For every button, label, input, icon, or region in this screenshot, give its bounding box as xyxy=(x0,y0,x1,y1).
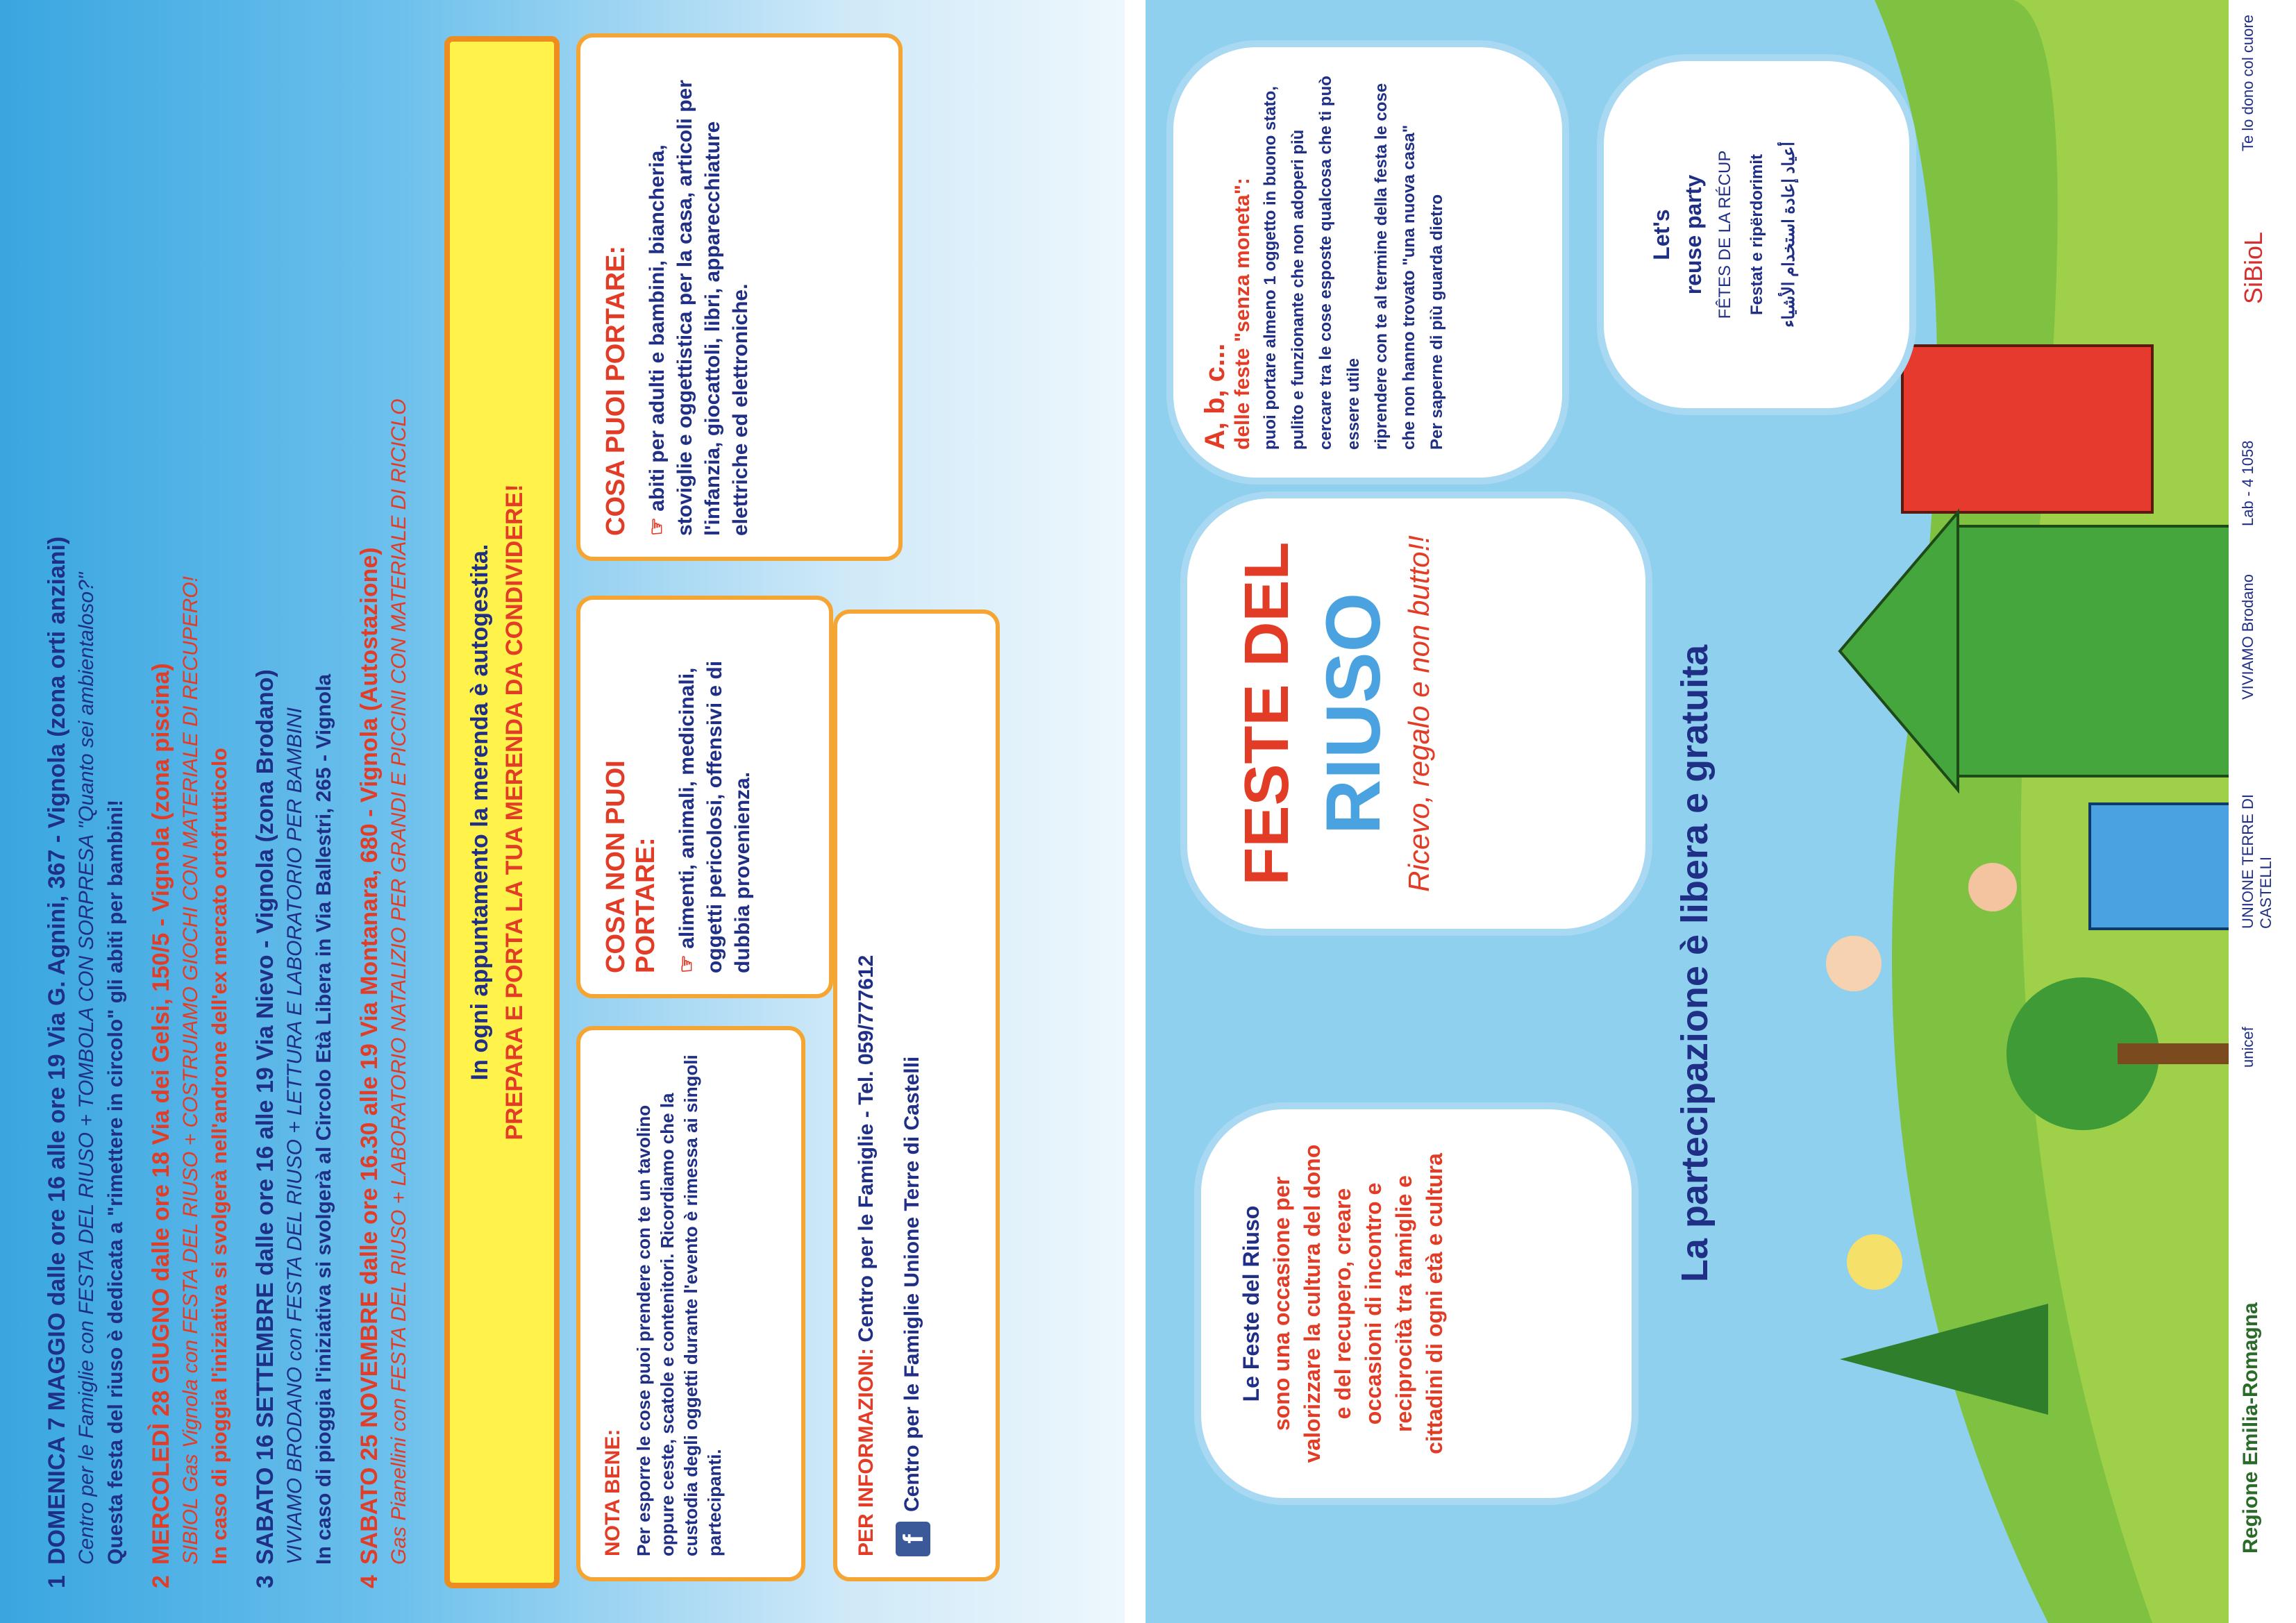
red-building xyxy=(1902,346,2152,512)
reuse-line5: أعياد إعادة استخدام الأشياء xyxy=(1779,142,1798,328)
event-detail: Gas Pianellini con FESTA DEL RIUSO + LABORATORIO NATALIZIO PER GRANDI E PICCINI CON MATERIALE DI RICICLO xyxy=(387,398,410,1565)
event-note: Questa festa del riuso è dedicata a "rimettere in circolo" gli abiti per bambini! xyxy=(104,799,127,1565)
abc-bullet-2: cercare tra le cose esposte qualcosa che ti può essere utile xyxy=(1316,76,1363,450)
event-item-4 xyxy=(354,33,414,1588)
main-title: FESTE DEL xyxy=(1232,541,1302,886)
event-heading: SABATO 16 SETTEMBRE dalle ore 16 alle 19 Via Nievo - Vignola (zona Brodano) xyxy=(252,669,278,1565)
note-text: Per esporre le cose puoi prendere con te un tavolino oppure ceste, scatole e contenitori. Ricordiamo che la custodia degli oggetti durante l'evento è rimessa ai singoli partecipanti. xyxy=(633,1054,725,1556)
abc-bullet-4: Per saperne di più guarda dietro xyxy=(1427,194,1446,450)
child-figure xyxy=(1826,936,1882,991)
bottom-slogan: La partecipazione è libera e gratuita xyxy=(1674,644,1716,1283)
cannot-bring-text: alimenti, animali, medicinali, oggetti pericolosi, offensivi e di dubbia provenienza. xyxy=(676,660,754,973)
logo-regione: Regione Emilia-Romagna xyxy=(2239,1302,2262,1554)
can-bring-text: abiti per adulti e bambini, biancheria, stoviglie e oggettistica per la casa, articoli per l'infanzia, giocattoli, libri, apparecchiature elettriche ed elettroniche. xyxy=(646,80,752,536)
event-number: 4 xyxy=(356,1575,383,1588)
logo-viviamo-brodano: VIVIAMO Brodano xyxy=(2239,574,2256,700)
facebook-icon[interactable]: f xyxy=(896,1522,930,1556)
abc-title: A, b, c... xyxy=(1200,343,1230,450)
reuse-line3: FÊTES DE LA RÉCUP xyxy=(1716,150,1734,319)
event-item-1 xyxy=(42,33,131,1588)
description-title: Le Feste del Riuso xyxy=(1239,1205,1264,1402)
snack-notice xyxy=(444,36,560,1588)
event-detail: SIBIOL Gas Vignola con FESTA DEL RIUSO + COSTRUIAMO GIOCHI CON MATERIALE DI RECUPERO! xyxy=(179,576,202,1565)
can-bring-box xyxy=(576,33,903,561)
abc-subtitle: delle feste "senza moneta": xyxy=(1231,178,1254,450)
event-detail: VIVIAMO BRODANO con FESTA DEL RIUSO + LETTURA E LABORATORIO PER BAMBINI xyxy=(283,707,306,1565)
child-figure xyxy=(1968,863,2017,911)
blue-building xyxy=(2090,804,2229,929)
cannot-bring-title: COSA NON PUOI PORTARE: xyxy=(601,760,660,973)
event-heading: SABATO 25 NOVEMBRE dalle ore 16.30 alle 19 Via Montanara, 680 - Vignola (Autostazione) xyxy=(356,547,383,1565)
note-title: NOTA BENE: xyxy=(601,1429,624,1556)
event-detail: Centro per le Famiglie con FESTA DEL RIUSO + TOMBOLA CON SORPRESA "Quanto sei ambientaloso?" xyxy=(75,572,98,1565)
logo-te-lo-dono: Te lo dono col cuore xyxy=(2239,15,2256,151)
logo-lab: Lab - 4 1058 xyxy=(2239,440,2256,526)
reuse-line4: Festat e ripërdorimit xyxy=(1748,153,1766,316)
cannot-bring-box xyxy=(576,596,833,998)
cloud-description xyxy=(1201,1109,1632,1498)
info-facebook-page: Centro per le Famiglie Unione Terre di Castelli xyxy=(900,1056,923,1512)
main-title-riuso: RIUSO xyxy=(1311,592,1396,835)
snack-notice-line1: In ogni appuntamento la merenda è autogestita. xyxy=(467,544,493,1081)
pointing-hand-icon: ☞ xyxy=(646,511,669,536)
event-item-3 xyxy=(250,33,339,1588)
event-note: In caso di pioggia l'iniziativa si svolgerà al Circolo Età Libera in Via Ballestri, 265 - Vignola xyxy=(312,673,335,1565)
logo-unione-terre: UNIONE TERRE DI CASTELLI xyxy=(2239,794,2274,929)
reuse-line1: Let's xyxy=(1649,209,1674,260)
cloud-abc xyxy=(1173,47,1562,478)
can-bring-title: COSA PUOI PORTARE: xyxy=(601,245,630,536)
green-building xyxy=(1958,526,2229,776)
event-heading: MERCOLEDÌ 28 GIUGNO dalle ore 18 Via dei Gelsi, 150/5 - Vignola (zona piscina) xyxy=(148,663,174,1565)
cloud-title xyxy=(1187,498,1645,929)
schedule-panel xyxy=(0,0,1125,1623)
event-note: In caso di pioggia l'iniziativa si svolgerà nell'androne dell'ex mercato ortofrutticolo xyxy=(208,748,231,1565)
tree-trunk xyxy=(2118,1043,2229,1064)
info-box xyxy=(833,609,1000,1581)
reuse-line2: reuse party xyxy=(1681,174,1706,295)
info-phone: Centro per le Famiglie - Tel. 059/777612 xyxy=(855,955,878,1343)
note-box xyxy=(576,1026,805,1581)
abc-bullet-3: riprendere con te al termine della festa le cose che non hanno trovato "una nuova casa" xyxy=(1372,83,1418,450)
description-text: sono una occasione per valorizzare la cultura del dono e del recupero, creare occasioni di incontro e reciprocità tra famiglie e cittadini di ogni età e cultura xyxy=(1269,1144,1447,1463)
event-number: 1 xyxy=(44,1575,70,1588)
pointing-hand-icon: ☞ xyxy=(676,948,698,973)
child-figure xyxy=(1847,1234,1902,1290)
logo-sibiol: SiBioL xyxy=(2239,231,2268,304)
abc-bullet-1: puoi portare almeno 1 oggetto in buono stato, pulito e funzionante che non adoperi più xyxy=(1261,86,1307,450)
cloud-reuse xyxy=(1604,61,1909,408)
logo-strip xyxy=(2229,0,2296,1623)
event-list xyxy=(42,33,429,1588)
info-label: PER INFORMAZIONI: xyxy=(855,1348,878,1556)
illustration-panel xyxy=(1146,0,2296,1623)
event-heading: DOMENICA 7 MAGGIO dalle ore 16 alle ore 19 Via G. Agnini, 367 - Vignola (zona orti anziani) xyxy=(44,536,70,1565)
snack-notice-line2: PREPARA E PORTA LA TUA MERENDA DA CONDIVIDERE! xyxy=(501,484,528,1141)
logo-unicef: unicef xyxy=(2239,1027,2256,1068)
event-number: 3 xyxy=(252,1575,278,1588)
event-item-2 xyxy=(146,33,235,1588)
event-number: 2 xyxy=(148,1575,174,1588)
main-subtitle: Ricevo, regalo e non butto!! xyxy=(1402,535,1435,892)
